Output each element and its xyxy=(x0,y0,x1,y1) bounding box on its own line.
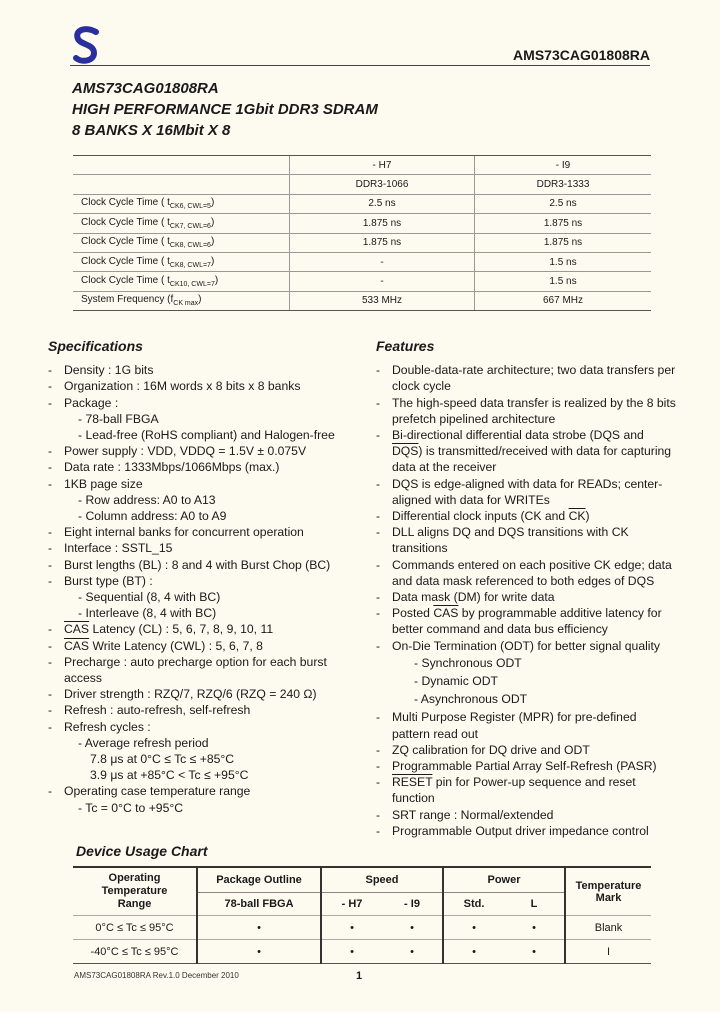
usage-chart-table: Operating Temperature Range Package Outline Speed Power Temperature Mark 78-ball FBGA - H7 - I9 Std. L 0°C ≤ Tc ≤ 95°C • • • • • Blank -40°C ≤ Tc ≤ 95°C • • • • • I xyxy=(73,866,651,964)
specifications-section xyxy=(48,338,338,816)
header-package: Package Outline xyxy=(197,867,321,893)
list-item: - The high-speed data transfer is realized by the 8 bits prefetch pipelined architecture xyxy=(376,395,676,426)
list-subitem: - Column address: A0 to A9 xyxy=(78,509,227,524)
list-subitem: - Tc = 0°C to +95°C xyxy=(78,800,184,815)
table-row: -40°C ≤ Tc ≤ 95°C • • • • • I xyxy=(73,940,651,964)
list-subitem: - Interleave (8, 4 with BC) xyxy=(78,606,217,621)
table-row: 0°C ≤ Tc ≤ 95°C • • • • • Blank xyxy=(73,916,651,940)
list-item: - On-Die Termination (ODT) for better signal quality xyxy=(376,638,660,653)
list-subitem: - Synchronous ODT xyxy=(414,655,522,670)
header-rule xyxy=(70,65,650,66)
header-temp-mark: Temperature Mark xyxy=(565,867,651,916)
list-subitem: - Dynamic ODT xyxy=(414,674,498,689)
usage-chart-title: Device Usage Chart xyxy=(76,843,208,859)
col-h7: - H7 xyxy=(290,156,475,175)
list-item: - $\overline{CAS}$ Latency (CL) : 5, 6, 7, 8, 9, 10, 11 xyxy=(48,622,274,637)
header-speed: Speed xyxy=(321,867,443,893)
header-power: Power xyxy=(443,867,565,893)
list-subitem: 3.9 μs at +85°C < Tc ≤ +95°C xyxy=(90,768,249,783)
grade-h7: DDR3-1066 xyxy=(290,175,475,194)
list-item: - Operating case temperature range xyxy=(48,784,251,799)
page-number: 1 xyxy=(356,970,363,982)
list-item: - Burst lengths (BL) : 8 and 4 with Burst Chop (BC) xyxy=(48,557,331,572)
header-op-temp: Operating Temperature Range xyxy=(73,867,197,916)
list-subitem: - Lead-free (RoHS compliant) and Halogen-free xyxy=(78,428,335,443)
title-block xyxy=(72,78,378,141)
features-section xyxy=(376,338,676,839)
table-row: Clock Cycle Time ( $t_{CK7, CWL=6}$) 1.875 ns 1.875 ns xyxy=(73,214,651,233)
list-item: - Density : 1G bits xyxy=(48,363,154,378)
list-item: - DQS is edge-aligned with data for READs; center-aligned with data for WRITEs xyxy=(376,476,663,507)
company-logo xyxy=(70,26,104,66)
list-item: - Power supply : VDD, VDDQ = 1.5V ± 0.075V xyxy=(48,444,307,459)
list-item: - Driver strength : RZQ/7, RZQ/6 (RZQ = 240 Ω) xyxy=(48,687,317,702)
list-item: - SRT range : Normal/extended xyxy=(376,807,554,822)
features-heading: Features xyxy=(376,338,435,354)
list-item: - Data rate : 1333Mbps/1066Mbps (max.) xyxy=(48,460,280,475)
list-item: - Programmable Output driver impedance control xyxy=(376,823,649,838)
list-item: - Organization : 16M words x 8 bits x 8 banks xyxy=(48,379,301,394)
title-organization: 8 BANKS X 16Mbit X 8 xyxy=(72,122,231,139)
list-item: - Bi-directional differential data strobe (DQS and $\overline{DQS}$) is transmitted/received with data for capturing data at the receiver xyxy=(376,428,672,475)
table-row: Clock Cycle Time ( $t_{CK8, CWL=6}$) 1.875 ns 1.875 ns xyxy=(73,233,651,252)
grade-i9: DDR3-1333 xyxy=(475,175,652,194)
list-subitem: - Asynchronous ODT xyxy=(414,692,528,707)
list-item: - Refresh cycles : xyxy=(48,719,151,734)
list-item: - Refresh : auto-refresh, self-refresh xyxy=(48,703,251,718)
specifications-heading: Specifications xyxy=(48,338,143,354)
list-item: - Interface : SSTL_15 xyxy=(48,541,173,556)
footer-doc: AMS73CAG01808RA Rev.1.0 December 2010 xyxy=(74,971,239,980)
list-item: - Burst type (BT) : xyxy=(48,573,153,588)
table-row: Clock Cycle Time ( $t_{CK8, CWL=7}$) - 1.5 ns xyxy=(73,252,651,271)
table-row: Clock Cycle Time ( $t_{CK10, CWL=7}$) - 1.5 ns xyxy=(73,272,651,291)
list-subitem: - Average refresh period xyxy=(78,735,209,750)
list-item: - $\overline{CAS}$ Write Latency (CWL) : 5, 6, 7, 8 xyxy=(48,638,263,653)
title-part: AMS73CAG01808RA xyxy=(72,80,219,97)
table-row: Clock Cycle Time ( $t_{CK6, CWL=5}$) 2.5 ns 2.5 ns xyxy=(73,194,651,213)
list-item: - ZQ calibration for DQ drive and ODT xyxy=(376,742,590,757)
list-item: - Data mask (DM) for write data xyxy=(376,590,555,605)
list-item: - Programmable Partial Array Self-Refresh (PASR) xyxy=(376,759,657,774)
list-item: - DLL aligns DQ and DQS transitions with CK transitions xyxy=(376,525,629,556)
list-item: - Multi Purpose Register (MPR) for pre-defined pattern read out xyxy=(376,710,637,741)
list-subitem: - Sequential (8, 4 with BC) xyxy=(78,590,221,605)
list-item: - Precharge : auto precharge option for each burst access xyxy=(48,654,327,686)
list-subitem: 7.8 μs at 0°C ≤ Tc ≤ +85°C xyxy=(90,752,235,767)
speed-table xyxy=(73,155,651,311)
list-item: - 1KB page size xyxy=(48,476,143,491)
list-item: - Double-data-rate architecture; two data transfers per clock cycle xyxy=(376,363,676,394)
col-i9: - I9 xyxy=(475,156,652,175)
table-row: System Frequency $(f_{CK max})$ 533 MHz 667 MHz xyxy=(73,291,651,310)
list-item: - Eight internal banks for concurrent operation xyxy=(48,525,304,540)
list-item: - RESET pin for Power-up sequence and reset function xyxy=(376,775,636,806)
header-part-number: AMS73CAG01808RA xyxy=(513,47,650,63)
list-subitem: - 78-ball FBGA xyxy=(78,411,159,426)
list-subitem: - Row address: A0 to A13 xyxy=(78,492,216,507)
list-item: - Posted $\overline{CAS}$ by programmable additive latency for better command and data bus efficiency xyxy=(376,606,662,637)
list-item: - Package : xyxy=(48,395,119,410)
title-description: HIGH PERFORMANCE 1Gbit DDR3 SDRAM xyxy=(72,101,378,118)
list-item: - Commands entered on each positive CK edge; data and data mask referenced to both edges of DQS xyxy=(376,557,672,588)
list-item: - Differential clock inputs (CK and $\overline{CK}$) xyxy=(376,509,590,524)
